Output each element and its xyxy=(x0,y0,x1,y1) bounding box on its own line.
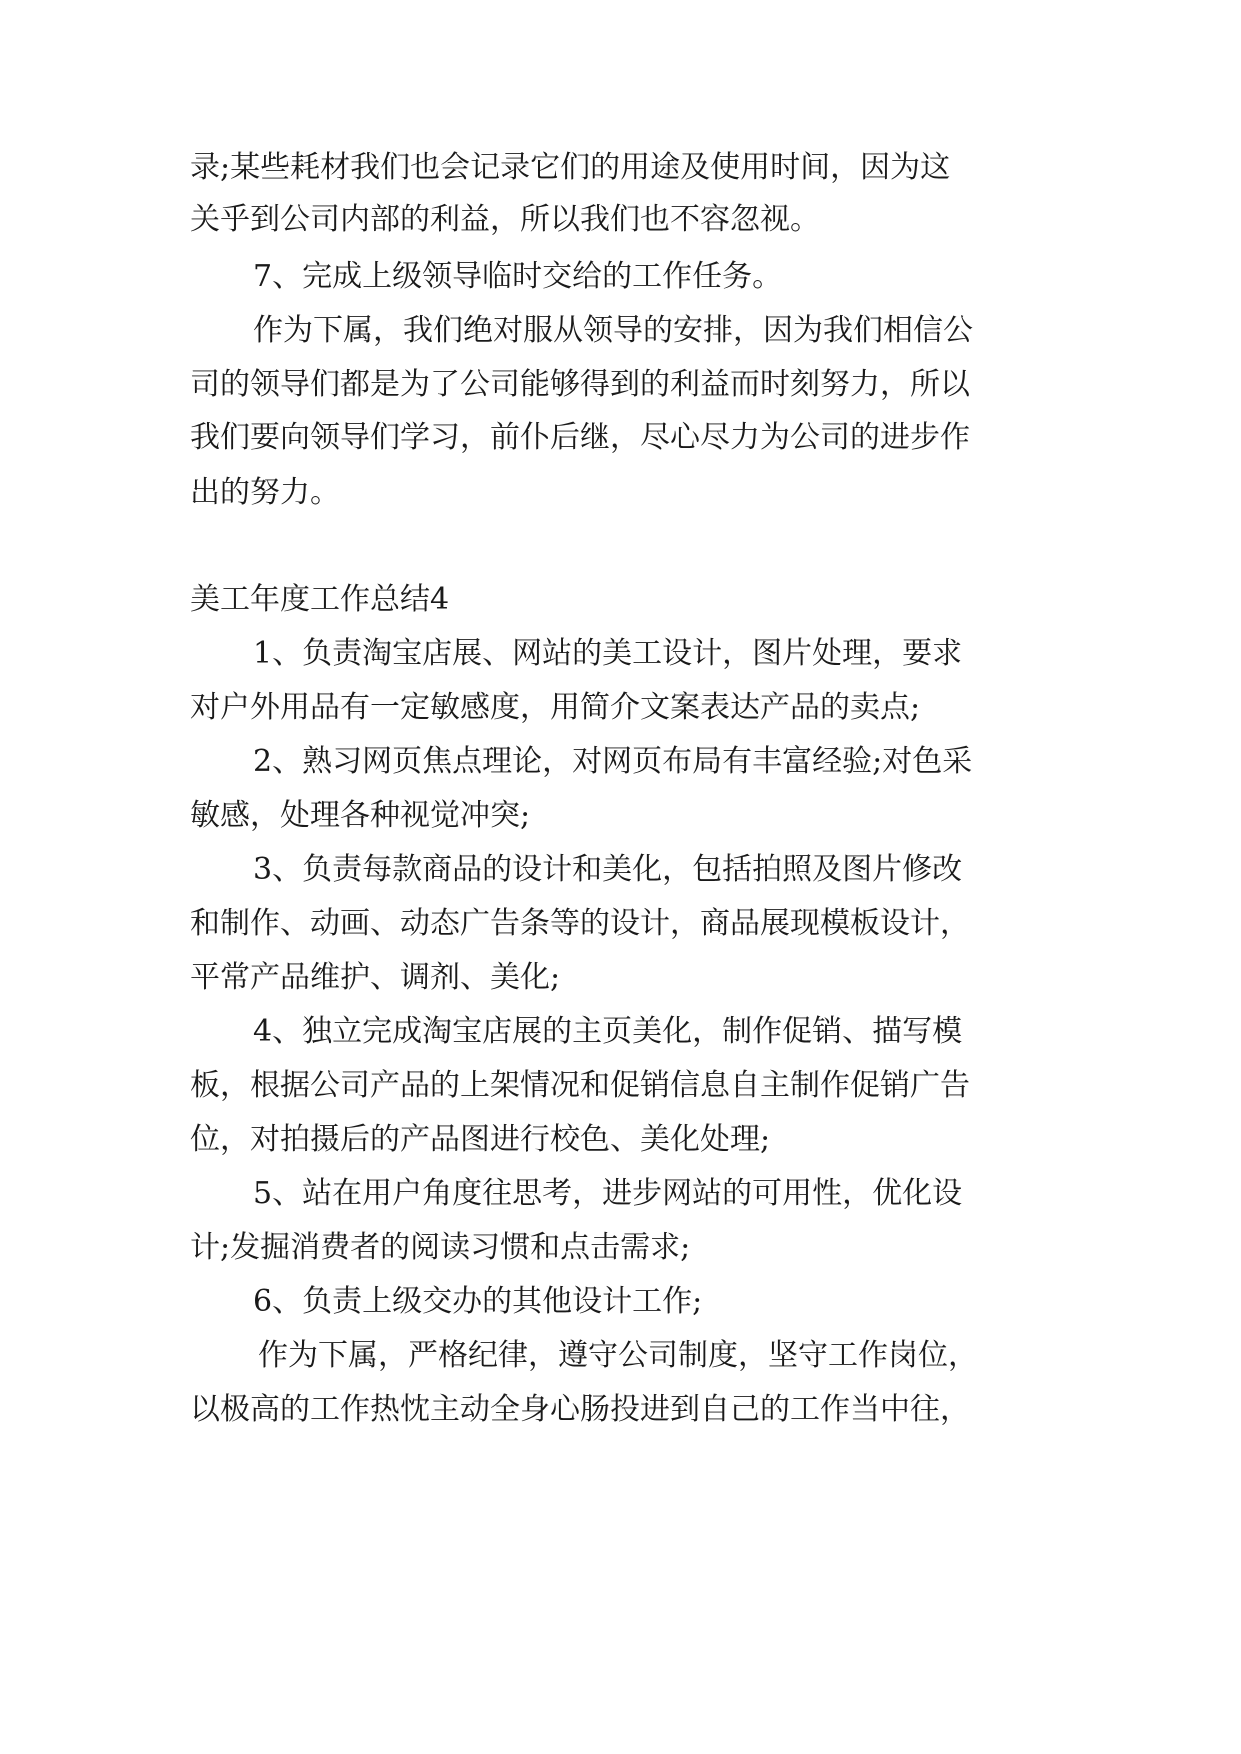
list-item-5: 5、站在用户角度往思考，进步网站的可用性，优化设 xyxy=(253,1176,963,1211)
list-item-2: 2、熟习网页焦点理论，对网页布局有丰富经验;对色采 xyxy=(253,744,973,779)
paragraph-line: 平常产品维护、调剂、美化; xyxy=(190,960,561,995)
paragraph-line: 以极高的工作热忱主动全身心肠投进到自己的工作当中往， xyxy=(190,1392,970,1427)
paragraph-line: 录;某些耗材我们也会记录它们的用途及使用时间，因为这 xyxy=(190,150,951,185)
paragraph-line: 敏感，处理各种视觉冲突; xyxy=(190,798,531,833)
section-heading: 美工年度工作总结4 xyxy=(190,582,450,617)
paragraph-line: 出的努力。 xyxy=(190,475,340,510)
paragraph-line: 计;发掘消费者的阅读习惯和点击需求; xyxy=(190,1230,691,1265)
paragraph-line: 作为下属，我们绝对服从领导的安排，因为我们相信公 xyxy=(253,313,973,348)
paragraph-line: 和制作、动画、动态广告条等的设计，商品展现模板设计， xyxy=(190,906,970,941)
list-item-7: 7、完成上级领导临时交给的工作任务。 xyxy=(253,259,783,294)
paragraph-line: 关乎到公司内部的利益，所以我们也不容忽视。 xyxy=(190,202,820,237)
paragraph-line: 位，对拍摄后的产品图进行校色、美化处理; xyxy=(190,1122,771,1157)
list-item-3: 3、负责每款商品的设计和美化，包括拍照及图片修改 xyxy=(253,852,963,887)
paragraph-line: 司的领导们都是为了公司能够得到的利益而时刻努力，所以 xyxy=(190,367,970,402)
list-item-6: 6、负责上级交办的其他设计工作; xyxy=(253,1284,703,1319)
list-item-1: 1、负责淘宝店展、网站的美工设计，图片处理，要求 xyxy=(253,636,963,671)
paragraph-line: 板，根据公司产品的上架情况和促销信息自主制作促销广告 xyxy=(190,1068,970,1103)
paragraph-line: 对户外用品有一定敏感度，用简介文案表达产品的卖点; xyxy=(190,690,921,725)
paragraph-line: 作为下属，严格纪律，遵守公司制度，坚守工作岗位， xyxy=(258,1338,978,1373)
list-item-4: 4、独立完成淘宝店展的主页美化，制作促销、描写模 xyxy=(253,1014,963,1049)
paragraph-line: 我们要向领导们学习，前仆后继，尽心尽力为公司的进步作 xyxy=(190,420,970,455)
